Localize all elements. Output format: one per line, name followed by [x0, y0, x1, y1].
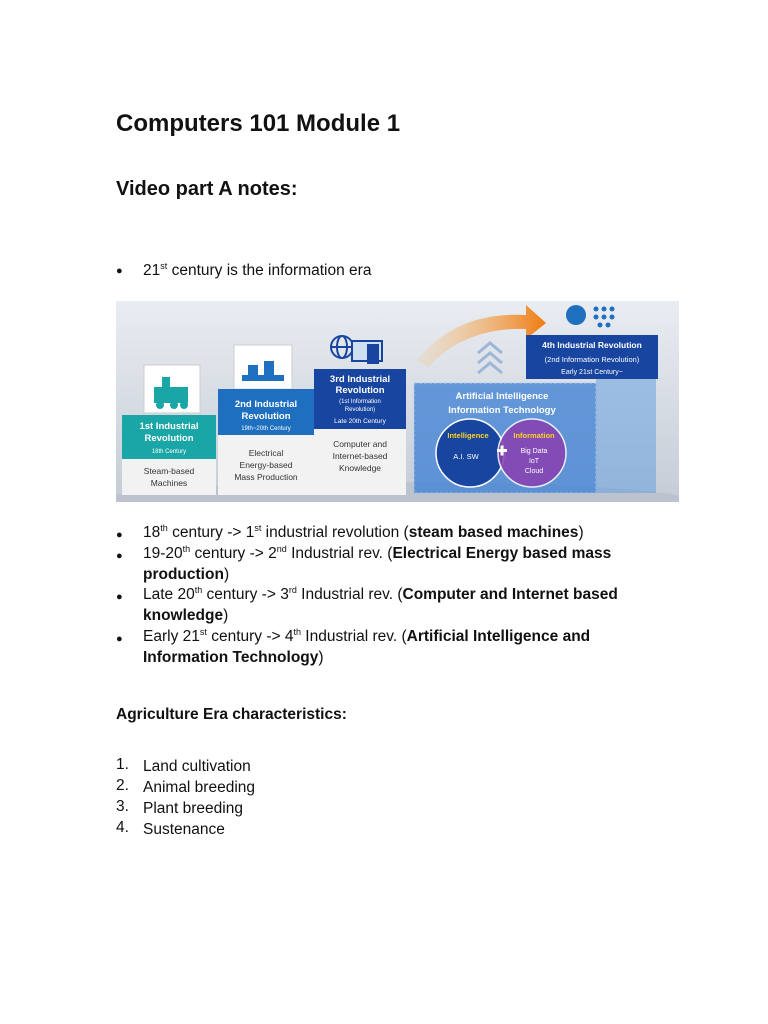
information-text2: IoT: [528, 458, 540, 465]
bullet-item-continuation: knowledge): [143, 607, 229, 624]
bullet-marker: ●: [116, 265, 123, 277]
rev2-title-line1: 2nd Industrial: [234, 399, 298, 410]
rev2-desc-line1: Electrical: [248, 448, 284, 458]
rev3-era: Late 20th Century: [334, 418, 386, 425]
rev3-desc-line1: Computer and: [333, 439, 387, 449]
bullet-item-continuation: production): [143, 566, 230, 583]
document-title: Computers 101 Module 1: [116, 110, 401, 137]
rev2-desc-line3: Mass Production: [234, 472, 298, 482]
list-item: Plant breeding: [143, 800, 243, 817]
factory-image: [234, 345, 292, 389]
ai-title-line2: Information Technology: [448, 405, 556, 416]
rev3-sub-line2: Revolution): [344, 407, 376, 413]
rev4-title: 4th Industrial Revolution: [542, 340, 642, 350]
list-item: Animal breeding: [143, 779, 256, 796]
section-subtitle: Video part A notes:: [116, 178, 298, 200]
information-label: Information: [513, 431, 555, 440]
rev1-title-line2: Revolution: [144, 433, 194, 444]
rev3-sub-line1: (1st Information: [339, 399, 381, 405]
rev2-era: 19th~20th Century: [241, 426, 291, 432]
bullet-marker: ●: [116, 591, 123, 603]
bullet-item: 19-20th century -> 2nd Industrial rev. (Electrical Energy based mass: [143, 544, 612, 562]
rev1-desc-line1: Steam-based: [143, 466, 195, 476]
intro-line: 21st century is the information era: [143, 261, 372, 279]
rev4-sub: (2nd Information Revolution): [544, 355, 640, 364]
rev3-title-line1: 3rd Industrial: [329, 374, 391, 385]
bullet-marker: ●: [116, 550, 123, 562]
ai-title-line1: Artificial Intelligence: [455, 391, 549, 402]
rev1-title-line1: 1st Industrial: [139, 421, 199, 432]
rev1-desc-line2: Machines: [150, 478, 188, 488]
rev3-desc-line2: Internet-based: [332, 451, 388, 461]
list-number: 2.: [116, 777, 129, 794]
rev2-desc-line2: Energy-based: [239, 460, 293, 470]
list-number: 4.: [116, 819, 129, 836]
intelligence-text: A.I. SW: [453, 452, 479, 461]
industrial-revolution-infographic: [116, 301, 679, 502]
ai-panel-extension: [596, 379, 656, 493]
rev1-desc-box: [122, 459, 216, 495]
bullet-marker: ●: [116, 633, 123, 645]
bullet-marker: ●: [116, 529, 123, 541]
bullet-item: 18th century -> 1st industrial revolution (steam based machines): [143, 523, 584, 541]
bullet-item-continuation: Information Technology): [143, 649, 324, 666]
bullet-item: Late 20th century -> 3rd Industrial rev. (Computer and Internet based: [143, 585, 618, 603]
information-text1: Big Data: [520, 448, 548, 455]
rev4-era: Early 21st Century~: [561, 369, 623, 376]
rev3-desc-line3: Knowledge: [338, 463, 382, 473]
list-number: 1.: [116, 756, 129, 773]
bullet-item: Early 21st century -> 4th Industrial rev. (Artificial Intelligence and: [143, 627, 591, 645]
list-item: Land cultivation: [143, 758, 251, 775]
information-text3: Cloud: [524, 468, 544, 475]
section-heading: Agriculture Era characteristics:: [116, 706, 347, 723]
rev2-title-line2: Revolution: [241, 411, 291, 422]
intelligence-label: Intelligence: [447, 431, 489, 440]
list-item: Sustenance: [143, 821, 225, 838]
list-number: 3.: [116, 798, 129, 815]
rev1-era: 18th Century: [151, 449, 187, 455]
rev3-title-line2: Revolution: [335, 385, 385, 396]
